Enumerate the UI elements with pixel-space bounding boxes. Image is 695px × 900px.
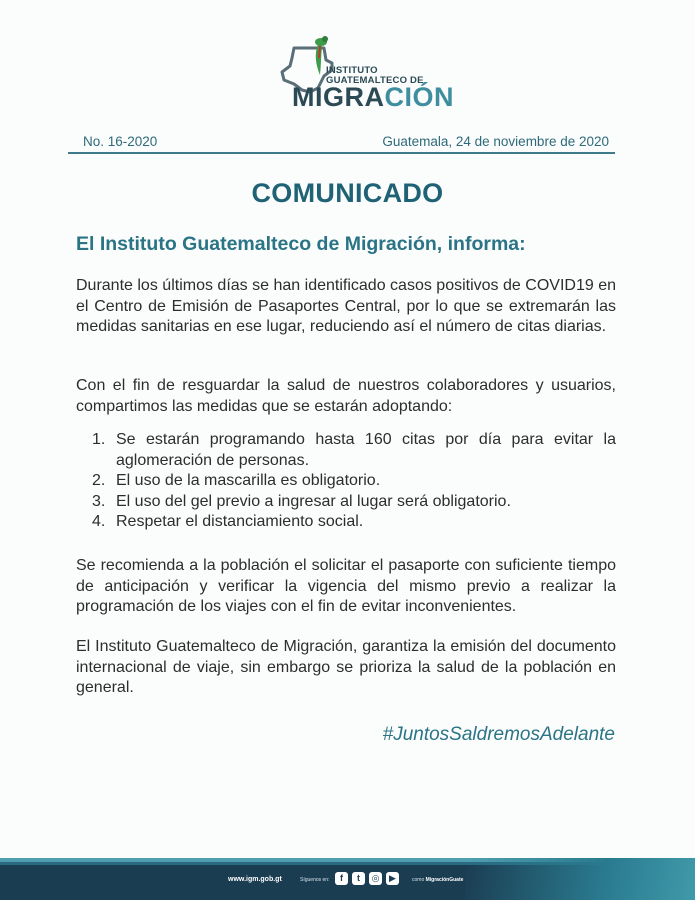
document-date: Guatemala, 24 de noviembre de 2020 <box>382 134 609 149</box>
logo-line-3 <box>292 82 454 112</box>
paragraph-2: Con el fin de resguardar la salud de nuestros colaboradores y usuarios, compartimos las medidas que se estarán adoptando: <box>76 377 616 415</box>
list-item <box>76 512 616 533</box>
list-text: Respetar el distanciamiento social. <box>116 513 364 530</box>
paragraph-4: El Instituto Guatemalteco de Migración, garantiza la emisión del documento internacional de viaje, sin embargo se prioriza la salud de la población en general. <box>76 638 616 696</box>
footer-handle <box>412 877 463 883</box>
handle-name: MigraciónGuate <box>425 877 464 883</box>
instagram-icon[interactable]: ◎ <box>369 872 382 885</box>
hashtag: #JuntosSaldremosAdelante <box>382 724 615 745</box>
handle-prefix: como <box>412 877 425 883</box>
list-number: 1. <box>92 431 106 448</box>
paragraph-1: Durante los últimos días se han identificado casos positivos de COVID19 en el Centro de Emisión de Pasaportes Central, por lo que se extremarán las medidas sanitarias en ese lugar, reduciendo así el número de citas diarias. <box>76 277 616 335</box>
measures-list <box>76 430 616 533</box>
social-icons <box>335 872 403 886</box>
youtube-icon[interactable]: ▶ <box>386 872 399 885</box>
logo-line-2: GUATEMALTECO DE <box>326 75 424 86</box>
list-item <box>76 430 616 471</box>
meta-row <box>68 134 615 154</box>
document-number: No. 16-2020 <box>83 134 158 149</box>
page-title: COMUNICADO <box>251 178 444 208</box>
list-text: El uso de la mascarilla es obligatorio. <box>116 472 381 489</box>
list-number: 3. <box>92 492 106 510</box>
list-number: 4. <box>92 513 106 530</box>
logo-line-1: INSTITUTO <box>326 65 378 76</box>
logo-migra: MIGRA <box>292 82 385 112</box>
list-item <box>76 492 616 513</box>
list-number: 2. <box>92 472 106 489</box>
list-item <box>76 471 616 492</box>
footer-bar <box>0 858 695 900</box>
footer-band <box>465 858 695 900</box>
footer-follow-label: Síguenos en: <box>300 877 330 883</box>
paragraph-3: Se recomienda a la población el solicitar el pasaporte con suficiente tiempo de anticipación y verificar la vigencia del mismo previo a realizar la programación de los viajes con el fin de evitar inconvenientes. <box>76 557 616 615</box>
list-text: Se estarán programando hasta 160 citas por día para evitar la aglomeración de personas. <box>116 431 616 469</box>
twitter-icon[interactable]: t <box>352 872 365 885</box>
list-text: El uso del gel previo a ingresar al lugar será obligatorio. <box>116 492 511 510</box>
igm-logo <box>274 30 454 115</box>
logo-cion: CIÓN <box>384 82 454 112</box>
subtitle: El Instituto Guatemalteco de Migración, informa: <box>76 233 526 255</box>
footer-website-link[interactable]: www.igm.gob.gt <box>228 876 282 883</box>
facebook-icon[interactable]: f <box>335 872 348 885</box>
